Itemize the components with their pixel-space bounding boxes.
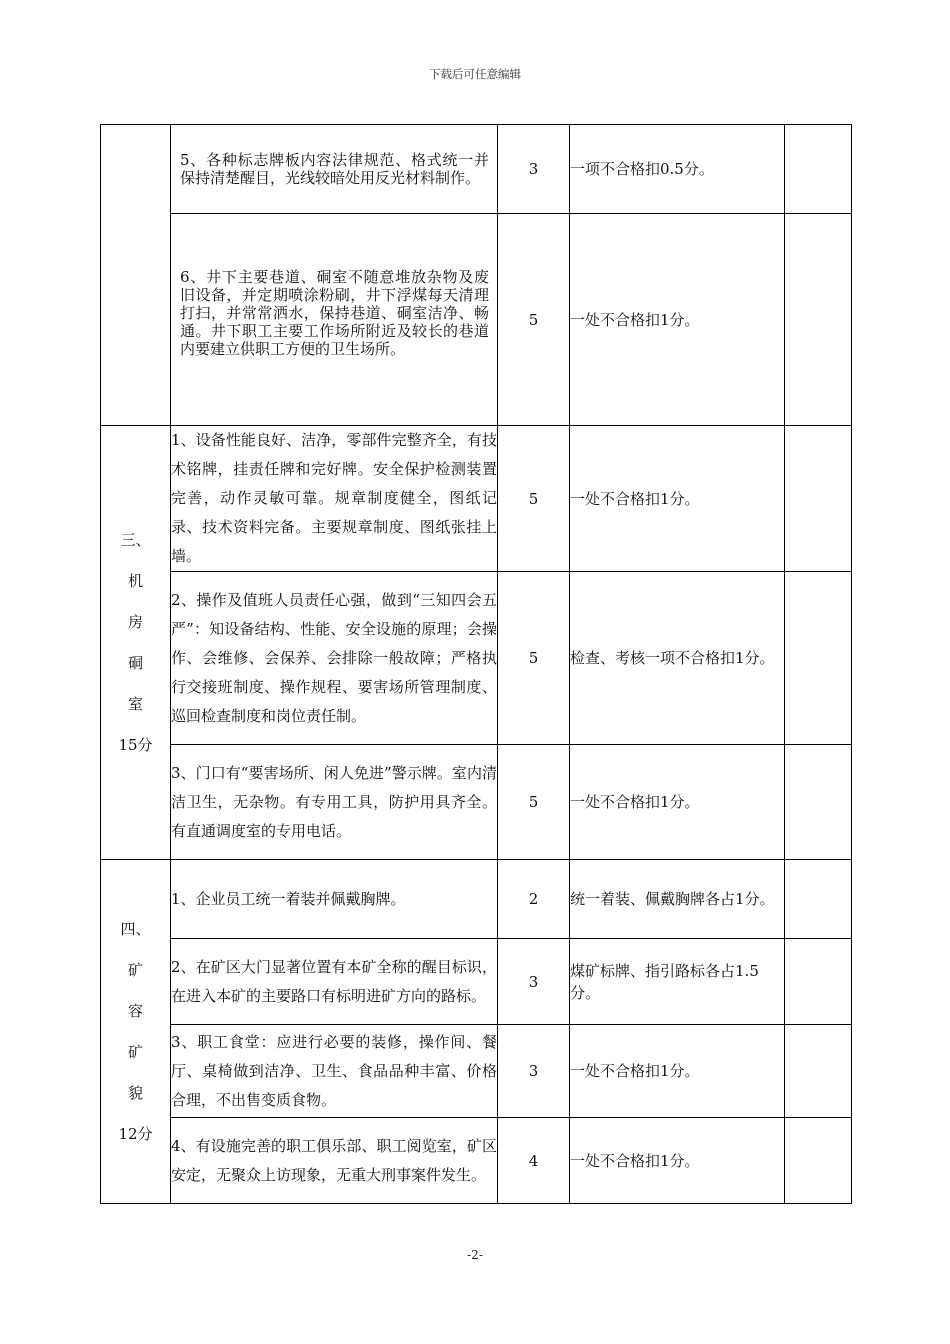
section-label-line: 三、	[120, 530, 151, 549]
section-label-line: 15分	[118, 735, 153, 754]
section-label-line: 四、	[120, 919, 151, 938]
section-cell-continued	[101, 125, 171, 426]
table-row	[101, 125, 852, 214]
requirement-cell: 2、操作及值班人员责任心强，做到“三知四会五严”：知设备结构、性能、安全设施的原理；会操作、会维修、会保养、会排除一般故障；严格执行交接班制度、操作规程、要害场所管理制度、巡回检查制度和岗位责任制。	[171, 572, 498, 745]
score-table	[100, 124, 852, 1204]
requirement-cell: 3、职工食堂：应进行必要的装修，操作间、餐厅、桌椅做到洁净、卫生、食品品种丰富、价格合理，不出售变质食物。	[171, 1025, 498, 1118]
section-label-line: 矿	[127, 1042, 143, 1061]
table-row	[101, 572, 852, 745]
deduction-rule-cell: 一处不合格扣1分。	[570, 1118, 785, 1204]
deduction-rule-cell: 一处不合格扣1分。	[570, 1025, 785, 1118]
section-label-line: 12分	[118, 1124, 153, 1143]
section-label-line: 貌	[127, 1083, 143, 1102]
deduction-rule-cell: 一处不合格扣1分。	[570, 426, 785, 572]
points-cell: 5	[498, 572, 570, 745]
header-note: 下载后可任意编辑	[429, 67, 521, 81]
section-label-line: 房	[127, 612, 143, 631]
score-cell	[785, 426, 852, 572]
section-label-line: 硐	[127, 653, 143, 672]
points-cell: 5	[498, 745, 570, 860]
deduction-rule-cell: 一处不合格扣1分。	[570, 214, 785, 426]
deduction-rule-cell: 统一着装、佩戴胸牌各占1分。	[570, 860, 785, 939]
score-cell	[785, 1025, 852, 1118]
deduction-rule-cell: 检查、考核一项不合格扣1分。	[570, 572, 785, 745]
points-cell: 5	[498, 426, 570, 572]
requirement-cell: 6、井下主要巷道、硐室不随意堆放杂物及废旧设备，并定期喷涂粉刷，井下浮煤每天清理打扫，并常常洒水，保持巷道、硐室洁净、畅通。井下职工主要工作场所附近及较长的巷道内要建立供职工方便的卫生场所。	[171, 214, 498, 426]
score-cell	[785, 125, 852, 214]
requirement-cell: 3、门口有“要害场所、闲人免进”警示牌。室内清洁卫生，无杂物。有专用工具，防护用具齐全。有直通调度室的专用电话。	[171, 745, 498, 860]
requirement-cell: 2、在矿区大门显著位置有本矿全称的醒目标识，在进入本矿的主要路口有标明进矿方向的路标。	[171, 939, 498, 1025]
score-cell	[785, 745, 852, 860]
section-label-line: 室	[127, 694, 143, 713]
requirement-cell: 4、有设施完善的职工俱乐部、职工阅览室，矿区安定，无聚众上访现象，无重大刑事案件发生。	[171, 1118, 498, 1204]
table-row	[101, 214, 852, 426]
score-cell	[785, 1118, 852, 1204]
section-label-3	[101, 426, 171, 860]
table-row	[101, 1118, 852, 1204]
page-number: -2-	[467, 1248, 483, 1262]
points-cell: 3	[498, 125, 570, 214]
section-label-line: 矿	[127, 960, 143, 979]
requirement-cell: 1、企业员工统一着装并佩戴胸牌。	[171, 860, 498, 939]
points-cell: 2	[498, 860, 570, 939]
score-cell	[785, 572, 852, 745]
score-cell	[785, 214, 852, 426]
score-cell	[785, 860, 852, 939]
points-cell: 5	[498, 214, 570, 426]
points-cell: 4	[498, 1118, 570, 1204]
table-row	[101, 939, 852, 1025]
points-cell: 3	[498, 1025, 570, 1118]
points-cell: 3	[498, 939, 570, 1025]
score-cell	[785, 939, 852, 1025]
requirement-cell: 1、设备性能良好、洁净，零部件完整齐全，有技术铭牌，挂责任牌和完好牌。安全保护检测装置完善，动作灵敏可靠。规章制度健全，图纸记录、技术资料完备。主要规章制度、图纸张挂上墙。	[171, 426, 498, 572]
table-row	[101, 860, 852, 939]
deduction-rule-cell: 煤矿标牌、指引路标各占1.5分。	[570, 939, 785, 1025]
table-row	[101, 745, 852, 860]
section-label-line: 机	[127, 571, 143, 590]
section-label-line: 容	[127, 1001, 143, 1020]
requirement-cell: 5、各种标志牌板内容法律规范、格式统一并保持清楚醒目，光线较暗处用反光材料制作。	[171, 125, 498, 214]
section-label-4	[101, 860, 171, 1204]
table-row	[101, 1025, 852, 1118]
table-row	[101, 426, 852, 572]
deduction-rule-cell: 一项不合格扣0.5分。	[570, 125, 785, 214]
deduction-rule-cell: 一处不合格扣1分。	[570, 745, 785, 860]
